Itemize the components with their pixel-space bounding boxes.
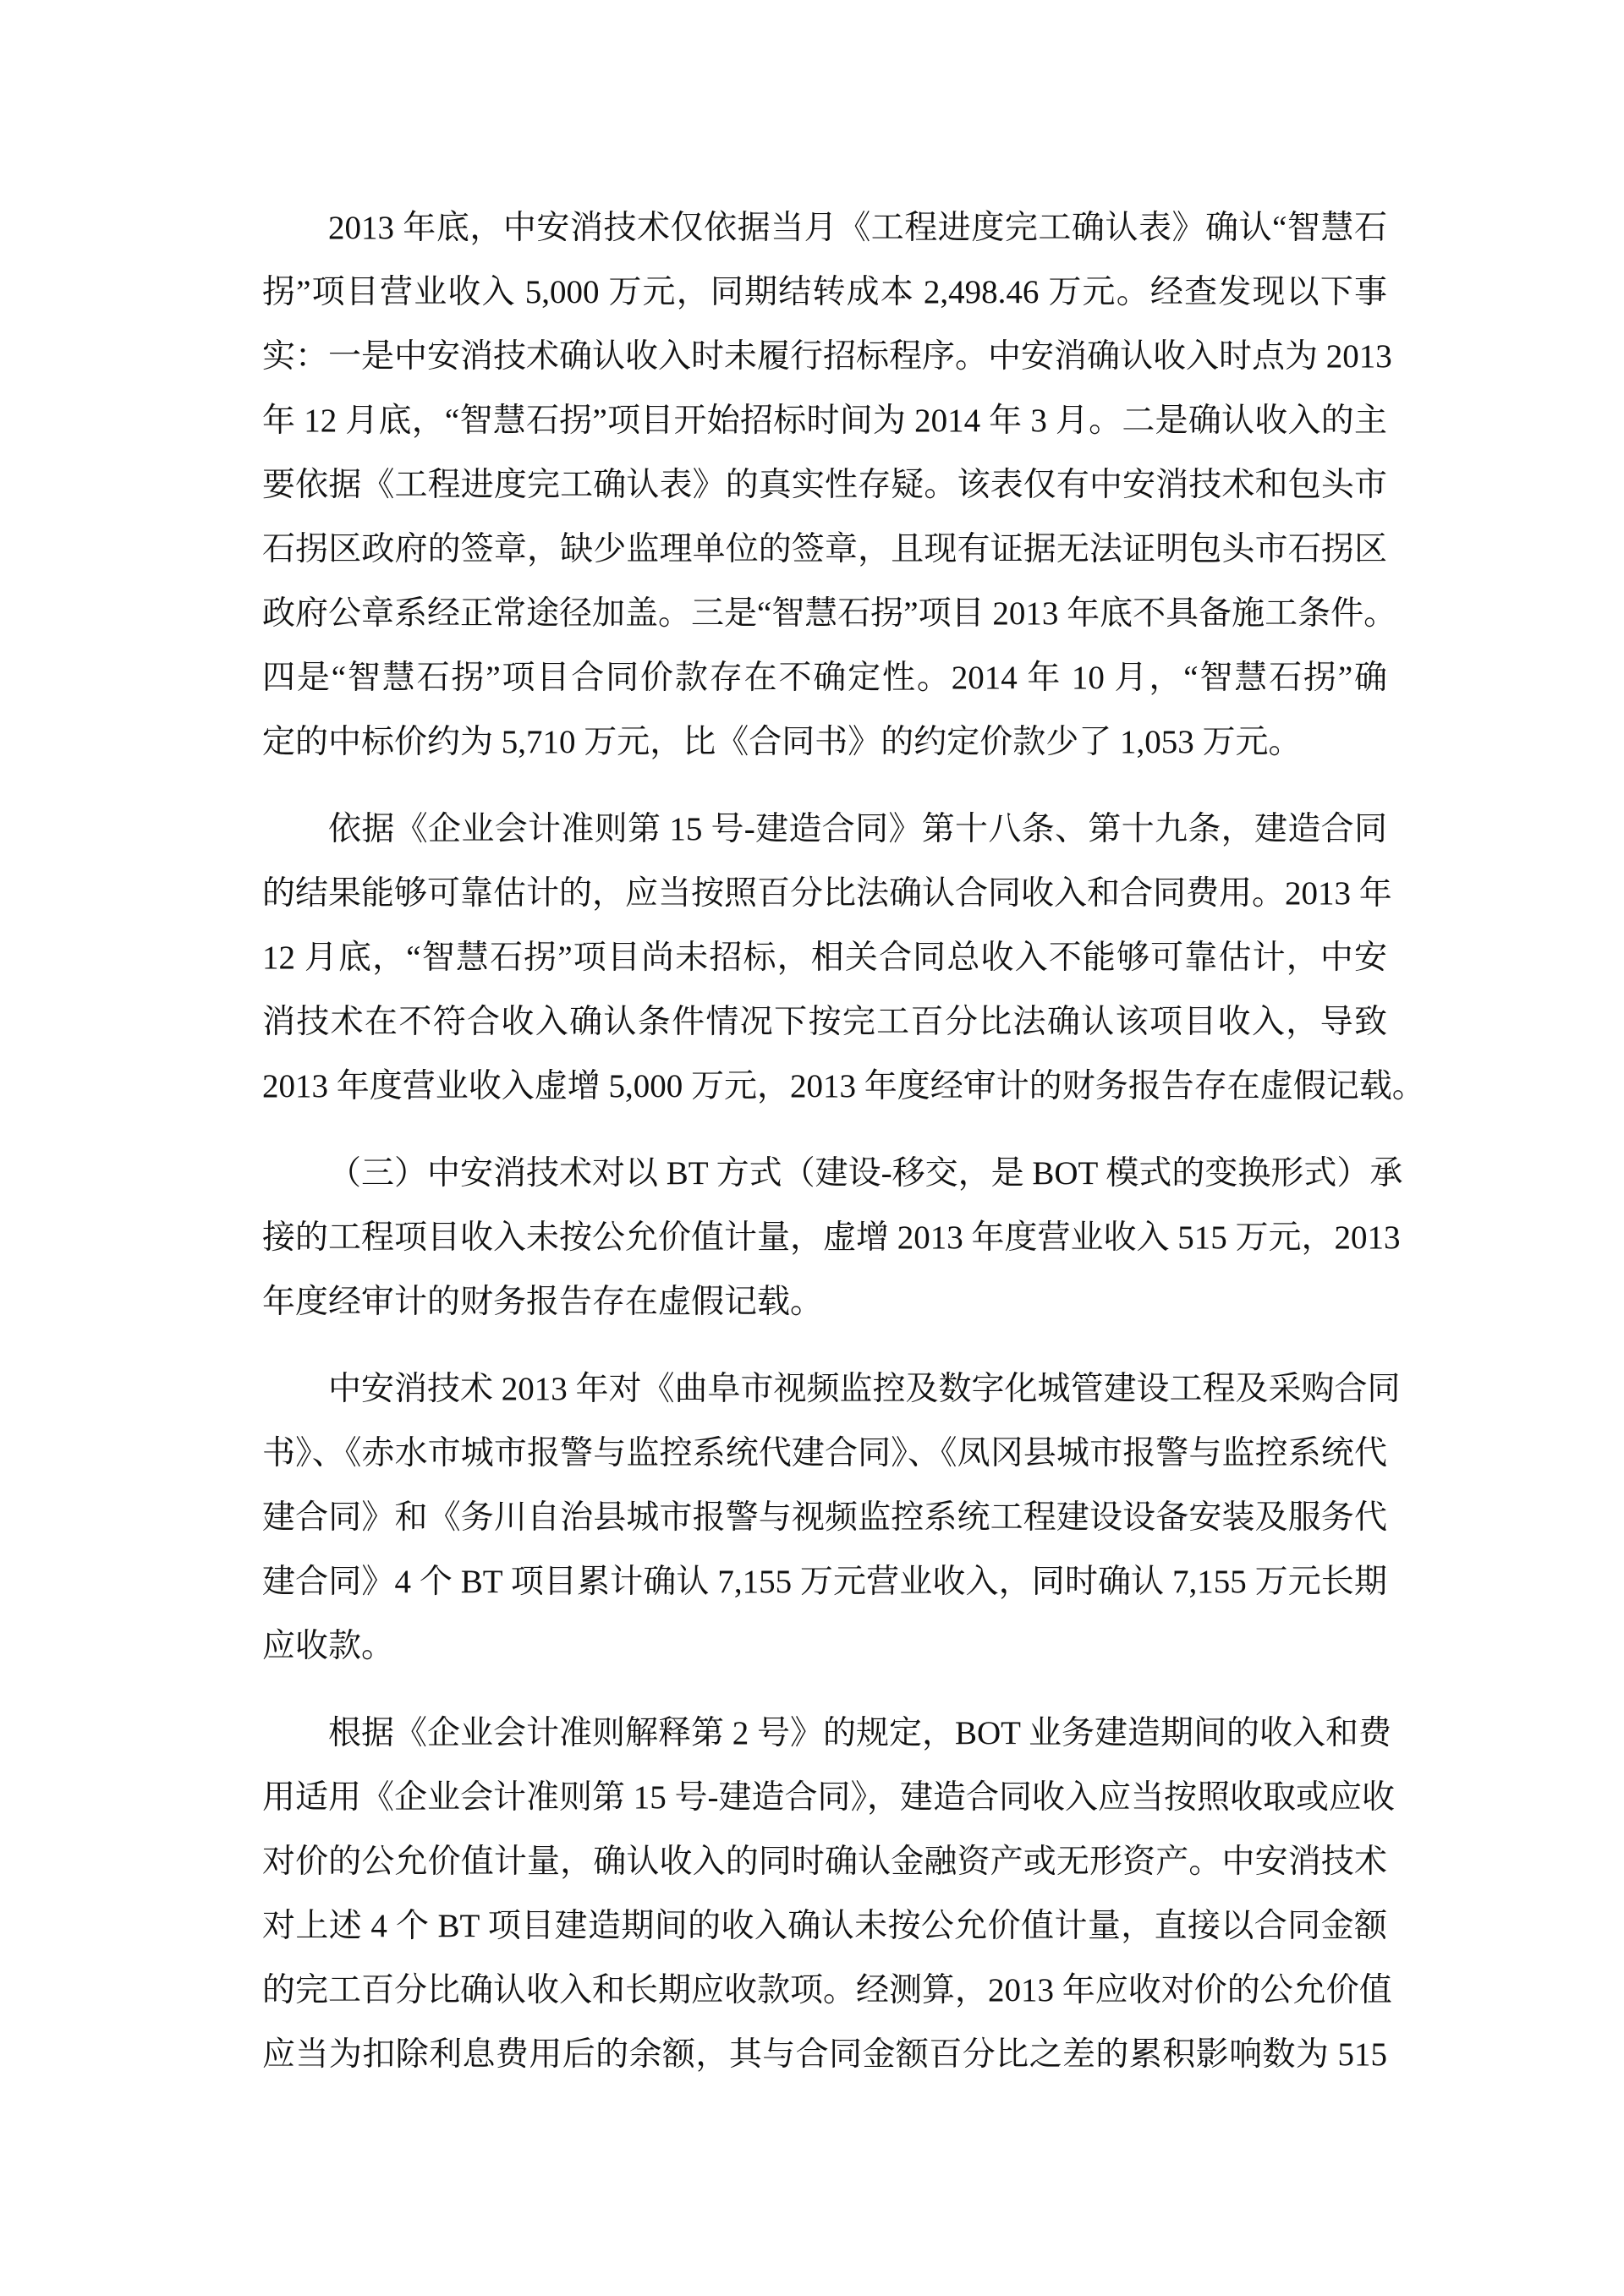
text-line: 要依据《工程进度完工确认表》的真实性存疑。该表仅有中安消技术和包头市 [262, 467, 1387, 503]
text-line: （三）中安消技术对以 BT 方式（建设-移交，是 BOT 模式的变换形式）承 [328, 1155, 1403, 1192]
text-line: 2013 年度营业收入虚增 5,000 万元，2013 年度经审计的财务报告存在虚假记载。 [262, 1068, 1425, 1104]
text-line: 建合同》和《务川自治县城市报警与视频监控系统工程建设设备安装及服务代 [262, 1499, 1387, 1536]
text-line: 应当为扣除利息费用后的余额，其与合同金额百分比之差的累积影响数为 515 [262, 2036, 1387, 2073]
text-line: 用适用《企业会计准则第 15 号-建造合同》，建造合同收入应当按照收取或应收 [262, 1779, 1395, 1816]
document-page [262, 196, 1425, 2110]
text-line: 拐”项目营业收入 5,000 万元，同期结转成本 2,498.46 万元。经查发现以下事 [262, 274, 1387, 310]
text-line: 年度经审计的财务报告存在虚假记载。 [262, 1284, 824, 1320]
text-line: 书》、《赤水市城市报警与监控系统代建合同》、《凤冈县城市报警与监控系统代 [262, 1435, 1387, 1471]
text-line: 对价的公允价值计量，确认收入的同时确认金融资产或无形资产。中安消技术 [262, 1844, 1387, 1880]
text-line: 依据《企业会计准则第 15 号-建造合同》第十八条、第十九条，建造合同 [328, 811, 1387, 847]
text-line: 年 12 月底，“智慧石拐”项目开始招标时间为 2014 年 3 月。二是确认收入的主 [262, 403, 1387, 439]
paragraph [262, 196, 1397, 775]
paragraph [262, 797, 1425, 1119]
text-line: 实：一是中安消技术确认收入时未履行招标程序。中安消确认收入时点为 2013 [262, 338, 1392, 375]
paragraph [262, 1142, 1403, 1334]
text-line: 中安消技术 2013 年对《曲阜市视频监控及数字化城管建设工程及采购合同 [328, 1371, 1401, 1407]
text-line: 石拐区政府的签章，缺少监理单位的签章，且现有证据无法证明包头市石拐区 [262, 531, 1387, 567]
text-line: 消技术在不符合收入确认条件情况下按完工百分比法确认该项目收入，导致 [262, 1004, 1387, 1040]
text-line: 12 月底，“智慧石拐”项目尚未招标，相关合同总收入不能够可靠估计，中安 [262, 940, 1387, 976]
text-line: 定的中标价约为 5,710 万元，比《合同书》的约定价款少了 1,053 万元。 [262, 724, 1302, 760]
text-line: 2013 年底，中安消技术仅依据当月《工程进度完工确认表》确认“智慧石 [328, 210, 1387, 246]
text-line: 的结果能够可靠估计的，应当按照百分比法确认合同收入和合同费用。2013 年 [262, 875, 1392, 912]
text-line: 政府公章系经正常途径加盖。三是“智慧石拐”项目 2013 年底不具备施工条件。 [262, 595, 1397, 632]
paragraph [262, 1701, 1395, 2087]
paragraph [262, 1357, 1401, 1679]
text-line: 接的工程项目收入未按公允价值计量，虚增 2013 年度营业收入 515 万元，2013 [262, 1219, 1401, 1256]
text-line: 应收款。 [262, 1628, 395, 1664]
text-line: 根据《企业会计准则解释第 2 号》的规定，BOT 业务建造期间的收入和费 [328, 1715, 1392, 1751]
text-line: 对上述 4 个 BT 项目建造期间的收入确认未按公允价值计量，直接以合同金额 [262, 1908, 1387, 1944]
text-line: 四是“智慧石拐”项目合同价款存在不确定性。2014 年 10 月，“智慧石拐”确 [262, 660, 1387, 696]
text-line: 建合同》4 个 BT 项目累计确认 7,155 万元营业收入，同时确认 7,155 万元长期 [262, 1564, 1387, 1600]
text-line: 的完工百分比确认收入和长期应收款项。经测算，2013 年应收对价的公允价值 [262, 1972, 1392, 2008]
